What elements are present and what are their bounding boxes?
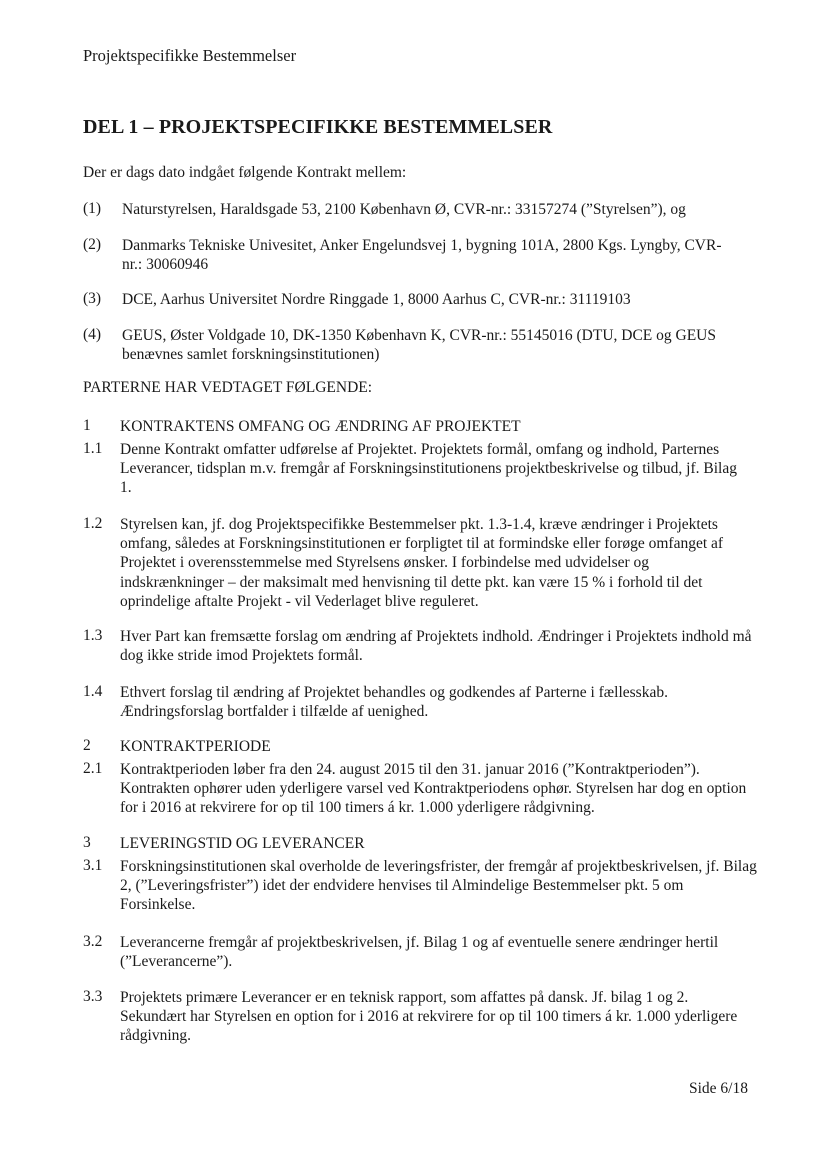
clause-number: 1.2 bbox=[83, 515, 103, 532]
clause-number: 3.1 bbox=[83, 857, 103, 874]
clause-text: Ethvert forslag til ændring af Projektet behandles og godkendes af Parterne i fællesskab. Ændringsforslag bortfalder i tilfælde af uenighed. bbox=[120, 684, 668, 721]
section-number: 1 bbox=[83, 417, 91, 434]
clause-text: Forskningsinstitutionen skal overholde de leveringsfrister, der fremgår af projektbeskrivelsen, jf. Bilag 2, (”Leveringsfrister”) idet der endvidere henvises til Almindelige Bestemmelser pkt. 5 om Forsinkelse. bbox=[120, 858, 757, 914]
clause-text: Styrelsen kan, jf. dog Projektspecifikke Bestemmelser pkt. 1.3-1.4, kræve ændringer i Projektets omfang, således at Forskningsinstitutionen er forpligtet til at formindske eller forøge omfanget af Projektet i overensstemmelse med Styrelsens ønsker. I forbindelse med udvidelser og indskrænkninger – der maksimalt med henvisning til dette pkt. kan være 15 % i forhold til det oprindelige aftalte Projekt - vil Vederlaget blive reguleret. bbox=[120, 516, 724, 610]
page-header: Projektspecifikke Bestemmelser bbox=[83, 46, 297, 65]
document-title: DEL 1 – PROJEKTSPECIFIKKE BESTEMMELSER bbox=[83, 116, 553, 138]
section-heading: KONTRAKTENS OMFANG OG ÆNDRING AF PROJEKTET bbox=[120, 418, 521, 435]
clause-number: 1.4 bbox=[83, 683, 103, 700]
section-heading: KONTRAKTPERIODE bbox=[120, 738, 271, 755]
intro-text: Der er dags dato indgået følgende Kontrakt mellem: bbox=[83, 164, 407, 181]
section-number: 2 bbox=[83, 737, 91, 754]
clause-text: Hver Part kan fremsætte forslag om ændring af Projektets indhold. Ændringer i Projektets indhold må dog ikke stride imod Projektets formål. bbox=[120, 628, 752, 665]
party-text: GEUS, Øster Voldgade 10, DK-1350 København K, CVR-nr.: 55145016 (DTU, DCE og GEUS benævnes samlet forskningsinstitutionen) bbox=[122, 327, 716, 364]
clause-number: 1.3 bbox=[83, 627, 103, 644]
clause-number: 3.2 bbox=[83, 933, 103, 950]
party-number: (2) bbox=[83, 236, 102, 253]
section-heading: LEVERINGSTID OG LEVERANCER bbox=[120, 835, 365, 852]
party-text: Naturstyrelsen, Haraldsgade 53, 2100 København Ø, CVR-nr.: 33157274 (”Styrelsen”), og bbox=[122, 201, 686, 218]
clause-text: Denne Kontrakt omfatter udførelse af Projektet. Projektets formål, omfang og indhold, Parternes Leverancer, tidsplan m.v. fremgår af Forskningsinstitutionens projektbeskrivelse og tilbud, jf. Bilag 1. bbox=[120, 441, 737, 497]
party-text: DCE, Aarhus Universitet Nordre Ringgade 1, 8000 Aarhus C, CVR-nr.: 31119103 bbox=[122, 291, 631, 308]
clause-number: 3.3 bbox=[83, 988, 103, 1005]
clause-text: Projektets primære Leverancer er en teknisk rapport, som affattes på dansk. Jf. bilag 1 og 2. Sekundært har Styrelsen en option for i 2016 at rekvirere for op til 100 timers á kr. 1.000 yderligere rådgivning. bbox=[120, 989, 738, 1045]
clause-text: Leverancerne fremgår af projektbeskrivelsen, jf. Bilag 1 og af eventuelle senere ændringer hertil (”Leverancerne”). bbox=[120, 934, 719, 971]
clause-number: 2.1 bbox=[83, 760, 103, 777]
party-text: Danmarks Tekniske Univesitet, Anker Engelundsvej 1, bygning 101A, 2800 Kgs. Lyngby, CVR-nr.: 30060946 bbox=[122, 237, 722, 274]
party-number: (1) bbox=[83, 200, 102, 217]
clause-text: Kontraktperioden løber fra den 24. august 2015 til den 31. januar 2016 (”Kontraktperioden”). Kontrakten ophører uden yderligere varsel ved Kontraktperiodens ophør. Styrelsen har dog en option for i 2016 at rekvirere for op til 100 timers á kr. 1.000 yderligere rådgivning. bbox=[120, 761, 747, 817]
party-number: (4) bbox=[83, 326, 102, 343]
clause-number: 1.1 bbox=[83, 440, 103, 457]
party-number: (3) bbox=[83, 290, 102, 307]
agreed-heading: PARTERNE HAR VEDTAGET FØLGENDE: bbox=[83, 379, 373, 396]
page-number: Side 6/18 bbox=[689, 1080, 748, 1097]
section-number: 3 bbox=[83, 834, 91, 851]
